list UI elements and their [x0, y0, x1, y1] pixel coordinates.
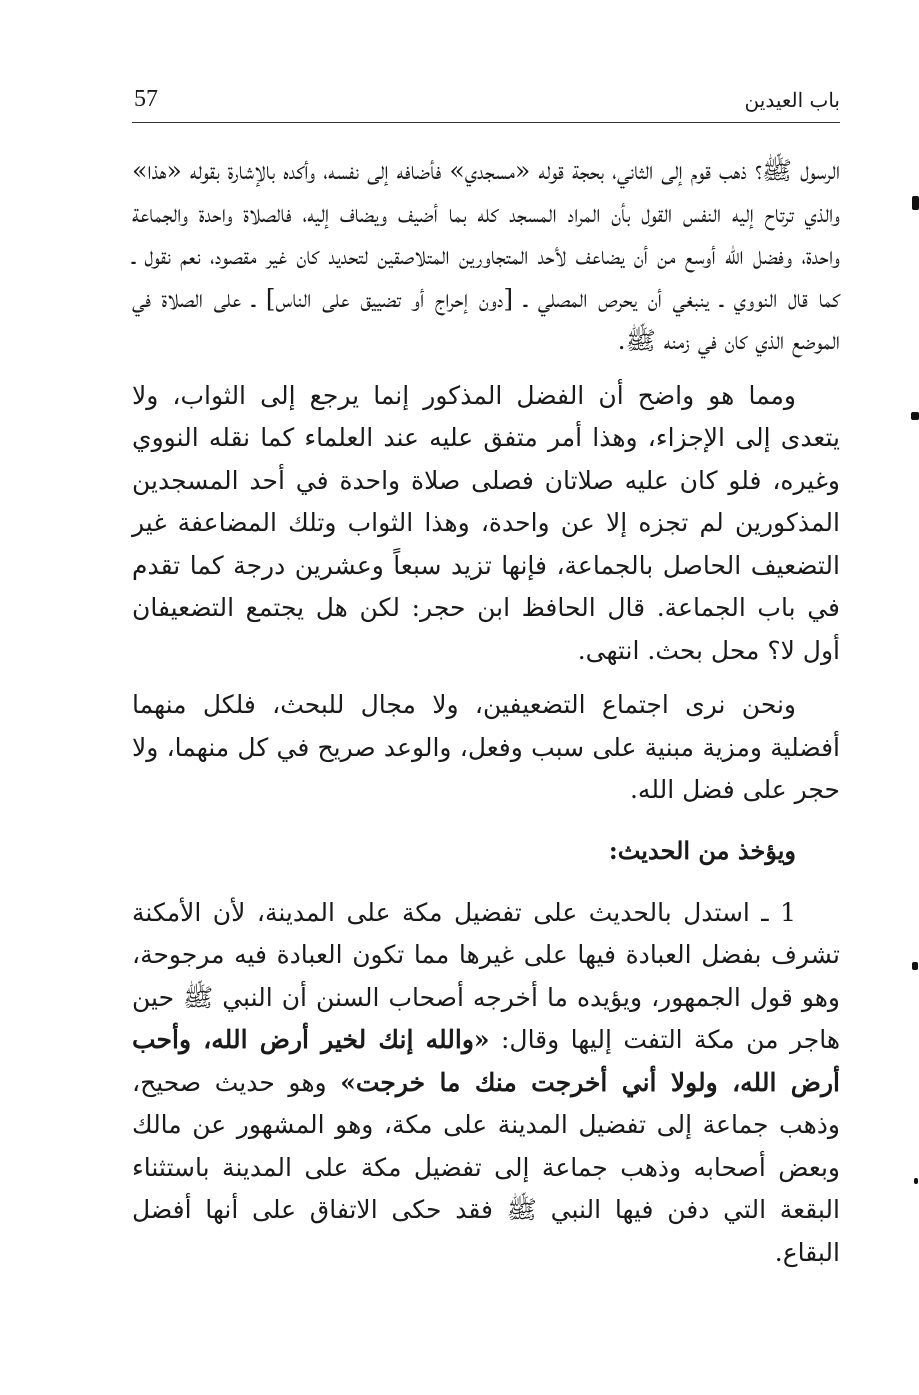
running-head: باب العيدين [744, 88, 840, 112]
paragraph-2: ومما هو واضح أن الفضل المذكور إنما يرجع إلى الثواب، ولا يتعدى إلى الإجزاء، وهذا أمر متفق عليه عند العلماء كما نقله النووي وغيره، فلو كان عليه صلاتان فصلى صلاة واحدة في أحد المسجدين المذكورين لم تجزه إلا عن واحدة، وهذا الثواب وتلك المضاعفة غير التضعيف الحاصل بالجماعة، فإنها تزيد سبعاً وعشرين درجة كما تقدم في باب الجماعة. قال الحافظ ابن حجر: لكن هل يجتمع التضعيفان أول لا؟ محل بحث. انتهى. [132, 380, 840, 665]
paragraph-3: ونحن نرى اجتماع التضعيفين، ولا مجال للبحث، فلكل منهما أفضلية ومزية مبنية على سبب وفعل، والوعد صريح في كل منهما، ولا حجر على فضل الله. [132, 690, 840, 804]
body-text [132, 150, 840, 1274]
margin-mark [914, 1178, 918, 1184]
point-1 [132, 892, 840, 1275]
margin-mark [912, 196, 919, 210]
point-1-rest: وهو حديث صحيح، وذهب جماعة إلى تفضيل المدينة على مكة، وهو المشهور عن مالك وبعض أصحابه وذهب جماعة إلى تفضيل مكة على المدينة باستثناء البقعة التي دفن فيها النبي ﷺ فقد حكى الاتفاق على أنها أفضل البقاع. [132, 1067, 840, 1267]
page-header [132, 86, 840, 122]
header-rule [132, 122, 840, 123]
margin-mark [912, 962, 918, 970]
page-number: 57 [134, 86, 158, 112]
point-1-intro: 1 ـ استدل بالحديث على تفضيل مكة على المدينة، لأن الأمكنة تشرف بفضل العبادة فيها على غيرها مما تكون العبادة فيه مرجوحة، وهو قول الجمهور، ويؤيده ما أخرجه أصحاب السنن أن النبي ﷺ حين هاجر من مكة التفت إليها وقال: [132, 897, 840, 1054]
margin-mark [911, 412, 919, 420]
paragraph-1: الرسول ﷺ؟ ذهب قوم إلى الثاني، بحجة قوله «مسجدي» فأضافه إلى نفسه، وأكده بالإشارة بقوله «هذا» والذي ترتاح إليه النفس القول بأن المراد المسجد كله بما أضيف ويضاف إليه، فالصلاة واحدة والجماعة واحدة، وفضل الله أوسع من أن يضاعف لأحد المتجاورين المتلاصقين لتحديد كان غير مقصود، نعم نقول ـ كما قال النووي ـ ينبغي أن يحرص المصلي ـ [دون إحراج أو تضييق على الناس] ـ على الصلاة في الموضع الذي كان في زمنه ﷺ. [132, 156, 841, 355]
hadith-quote: «والله إنك لخير أرض الله، وأحب أرض الله، ولولا أني أخرجت منك ما خرجت» [132, 1025, 840, 1097]
section-heading: ويؤخذ من الحديث: [608, 835, 796, 865]
